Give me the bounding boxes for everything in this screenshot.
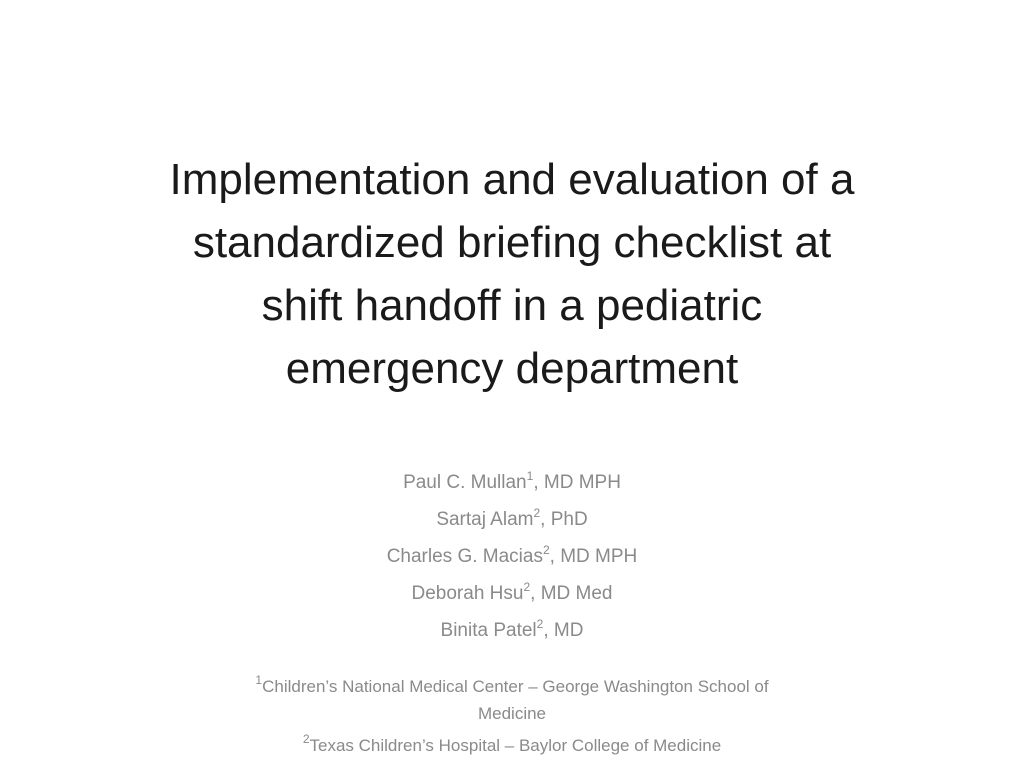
affiliation-number: 1 [255, 673, 263, 688]
author-name: Charles G. Macias [386, 546, 543, 567]
author-degree: , PhD [540, 509, 588, 530]
title-line: standardized briefing checklist at [192, 218, 832, 267]
affiliation-text-continued: Medicine [477, 704, 547, 723]
affiliation-list [160, 673, 864, 759]
author-entry [262, 612, 762, 649]
affiliation-marker: 2 [523, 579, 531, 594]
author-entry [262, 575, 762, 612]
author-degree: , MD MPH [549, 546, 638, 567]
affiliation-text: Children’s National Medical Center – George Washington School of [262, 677, 769, 696]
author-list [262, 464, 762, 649]
affiliation-marker: 2 [536, 616, 544, 631]
title-line: Implementation and evaluation of a [169, 155, 855, 204]
author-degree: , MD MPH [533, 472, 621, 493]
affiliation-text: Texas Children’s Hospital – Baylor College of Medicine [309, 736, 722, 755]
author-entry [262, 464, 762, 501]
affiliation-marker: 1 [526, 468, 534, 483]
author-entry [262, 501, 762, 538]
affiliation-entry [160, 732, 864, 759]
affiliation-marker: 2 [542, 542, 550, 557]
affiliation-marker: 2 [533, 505, 541, 520]
author-degree: , MD [543, 620, 584, 641]
author-entry [262, 538, 762, 575]
affiliation-number: 2 [302, 732, 310, 747]
slide-title [77, 148, 947, 400]
affiliation-entry [160, 673, 864, 727]
title-line: shift handoff in a pediatric [261, 281, 763, 330]
author-name: Sartaj Alam [436, 509, 534, 530]
author-degree: , MD Med [530, 583, 613, 604]
author-name: Paul C. Mullan [403, 472, 527, 493]
title-line: emergency department [285, 344, 739, 393]
author-name: Deborah Hsu [411, 583, 524, 604]
author-name: Binita Patel [440, 620, 537, 641]
